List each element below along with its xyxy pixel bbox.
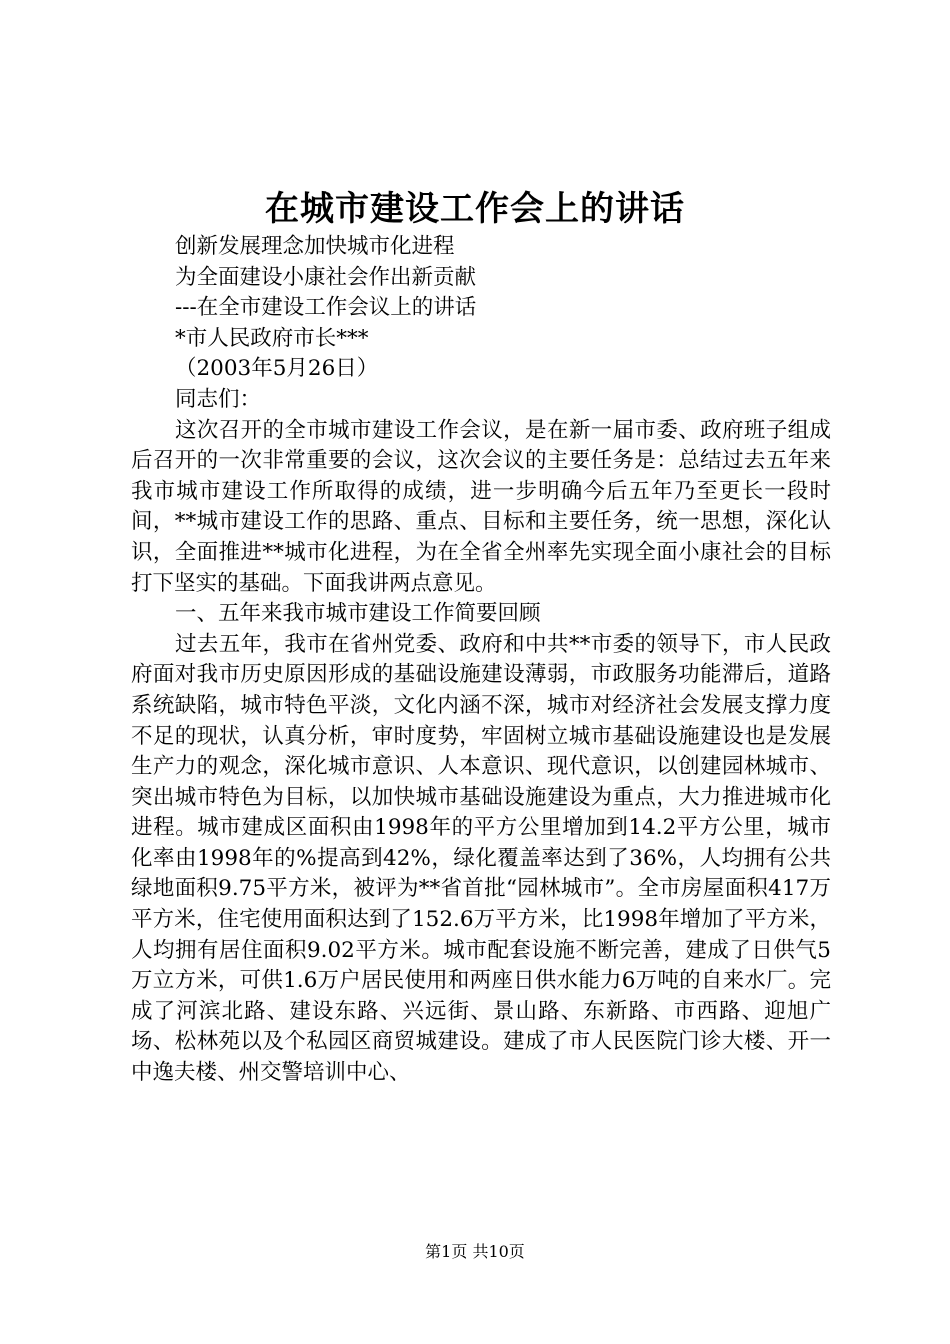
date-line: （2003年5月26日） [175,356,379,382]
paragraph-intro: 这次召开的全市城市建设工作会议，是在新一届市委、政府班子组成后召开的一次非常重要的会议，这次会议的主要任务是：总结过去五年来我市城市建设工作所取得的成绩，进一步明确今后五年乃至更长一段时间，**城市建设工作的思路、重点、目标和主要任务，统一思想，深化认识，全面推进**城市化进程，为在全省全州率先实现全面小康社会的目标打下坚实的基础。下面我讲两点意见。 [131,417,831,596]
subtitle-line-3: ---在全市建设工作会议上的讲话 [175,295,477,321]
paragraph-review: 过去五年，我市在省州党委、政府和中共**市委的领导下，市人民政府面对我市历史原因形成的基础设施建设薄弱，市政服务功能滞后，道路系统缺陷，城市特色平淡，文化内涵不深，城市对经济社会发展支撑力度不足的现状，认真分析，审时度势，牢固树立城市基础设施建设也是发展生产力的观念，深化城市意识、人本意识、现代意识，以创建园林城市、突出城市特色为目标，以加快城市基础设施建设为重点，大力推进城市化进程。城市建成区面积由1998年的平方公里增加到14.2平方公里，城市化率由1998年的%提高到42%，绿化覆盖率达到了36%，人均拥有公共绿地面积9.75平方米，被评为**省首批“园林城市”。全市房屋面积417万平方米，住宅使用面积达到了152.6万平方米，比1998年增加了平方米，人均拥有居住面积9.02平方米。城市配套设施不断完善，建成了日供气5万立方米，可供1.6万户居民使用和两座日供水能力6万吨的自来水厂。完成了河滨北路、建设东路、兴远街、景山路、东新路、市西路、迎旭广场、松林苑以及个私园区商贸城建设。建成了市人民医院门诊大楼、开一中逸夫楼、州交警培训中心、 [131,631,831,1086]
subtitle-line-2: 为全面建设小康社会作出新贡献 [175,264,477,290]
page-number-footer: 第1页 共10页 [425,1242,525,1261]
salutation: 同志们： [175,386,262,412]
document-body [131,232,831,1089]
subtitle-line-1: 创新发展理念加快城市化进程 [175,234,455,259]
speaker-line: *市人民政府市长*** [175,325,369,351]
section-heading: 一、五年来我市城市建设工作简要回顾 [175,601,541,627]
document-title: 在城市建设工作会上的讲话 [265,189,685,229]
